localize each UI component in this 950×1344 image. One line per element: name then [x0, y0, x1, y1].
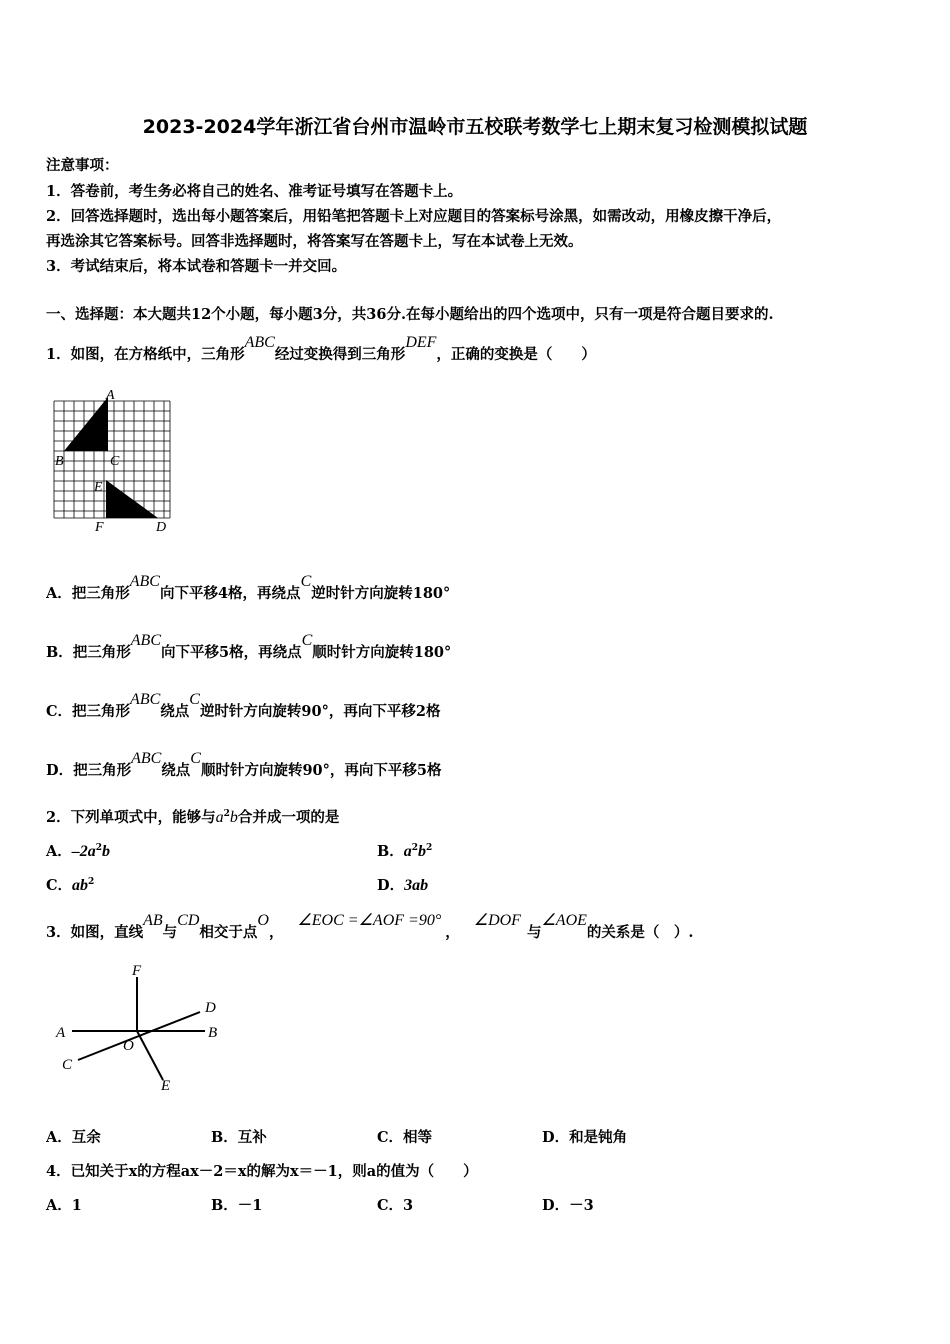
q2-math: a	[215, 809, 224, 826]
q3-math: O	[257, 912, 269, 929]
option-text: 顺时针方向旋转90°，再向下平移5格	[200, 762, 442, 779]
ray-oe	[137, 1031, 163, 1080]
q3-text: 3．如图，直线	[46, 924, 144, 941]
triangle-def	[106, 480, 158, 518]
q3-math: AB	[143, 912, 163, 929]
triangle-abc	[64, 397, 108, 451]
label-f: F	[95, 520, 104, 535]
notice-item-2b: 再选涂其它答案标号。回答非选择题时，将答案写在答题卡上，写在本试卷上无效。	[46, 233, 583, 250]
option-math: C	[301, 632, 313, 649]
q3-option-a[interactable]: A．互余	[46, 1129, 101, 1146]
q1-option-c[interactable]	[46, 691, 441, 721]
q1-option-d[interactable]	[46, 750, 442, 780]
q3-text: ，	[268, 924, 284, 941]
q3-math: CD	[177, 912, 200, 929]
q3-text: 与	[526, 924, 542, 941]
notice-item-2a: 2．回答选择题时，选出每小题答案后，用铅笔把答题卡上对应题目的答案标号涂黑，如需改动，用橡皮擦干净后，	[46, 208, 782, 225]
q1-text: ，正确的变换是（ ）	[436, 346, 596, 363]
q4-option-b[interactable]: B．－1	[211, 1197, 263, 1214]
option-math: –2a	[71, 843, 96, 860]
q3-option-c[interactable]: C．相等	[377, 1129, 433, 1146]
option-text: 绕点	[160, 703, 190, 720]
option-math: 3ab	[404, 877, 429, 894]
option-math: a	[403, 843, 412, 860]
label-b: B	[208, 1025, 218, 1041]
page-title: 2023-2024学年浙江省台州市温岭市五校联考数学七上期末复习检测模拟试题	[142, 116, 808, 138]
q2-option-c[interactable]	[46, 874, 94, 895]
q1-math-abc: ABC	[244, 334, 275, 351]
q3-option-b[interactable]: B．互补	[211, 1129, 267, 1146]
q3-option-d[interactable]: D．和是钝角	[542, 1129, 628, 1146]
option-label: C．	[46, 877, 73, 894]
option-math: C	[189, 691, 200, 708]
q3-text: ，	[445, 924, 460, 941]
label-a: A	[56, 1025, 66, 1041]
q1-option-b[interactable]	[46, 632, 452, 662]
option-text: C．把三角形	[46, 703, 131, 720]
option-math: C	[190, 750, 201, 767]
question-2-stem	[46, 806, 339, 827]
label-e: E	[94, 480, 103, 495]
option-math: b	[102, 843, 111, 860]
option-text: A．把三角形	[46, 585, 130, 602]
notice-heading: 注意事项：	[46, 157, 119, 174]
option-math: ab	[72, 877, 89, 894]
notice-item-1: 1．答卷前，考生务必将自己的姓名、准考证号填写在答题卡上。	[46, 183, 463, 200]
question-1-stem	[46, 334, 596, 364]
q4-option-a[interactable]: A．1	[46, 1197, 82, 1214]
option-math: b	[418, 843, 427, 860]
label-f: F	[132, 963, 142, 979]
label-d: D	[205, 1000, 216, 1016]
option-math: ABC	[129, 573, 160, 590]
option-math: C	[300, 573, 312, 590]
q3-text: 与	[162, 924, 178, 941]
option-text: 逆时针方向旋转90°，再向下平移2格	[199, 703, 441, 720]
q2-text: 合并成一项的是	[237, 809, 340, 826]
q2-exp: 2	[223, 809, 230, 820]
question-3-stem	[46, 912, 694, 942]
q3-text: 的关系是（ ）.	[586, 924, 694, 941]
option-math: ABC	[130, 632, 161, 649]
label-d: D	[156, 520, 167, 535]
label-b: B	[55, 454, 64, 469]
q1-grid-figure	[46, 385, 181, 535]
q3-lines-figure	[50, 962, 230, 1097]
option-math: ABC	[131, 750, 162, 767]
q3-text: 相交于点	[199, 924, 258, 941]
option-text: 绕点	[161, 762, 191, 779]
q1-text: 经过变换得到三角形	[274, 346, 406, 363]
option-label: D．	[377, 877, 405, 894]
question-4-stem: 4．已知关于x的方程ax－2＝x的解为x＝－1，则a的值为（ ）	[46, 1163, 478, 1180]
q4-option-c[interactable]: C．3	[377, 1197, 414, 1214]
q2-option-b[interactable]	[377, 840, 432, 861]
q3-math: ∠DOF	[473, 912, 521, 929]
q3-math: ∠EOC =∠AOF =90°	[297, 912, 442, 929]
q3-math: ∠AOE	[541, 912, 587, 929]
option-exp: 2	[95, 843, 103, 854]
label-c: C	[110, 454, 120, 469]
q2-option-d[interactable]	[377, 874, 428, 895]
label-e: E	[161, 1078, 171, 1094]
q2-option-a[interactable]	[46, 840, 110, 861]
option-math: ABC	[130, 691, 161, 708]
q2-text: 2．下列单项式中，能够与	[46, 809, 216, 826]
option-text: 向下平移4格，再绕点	[159, 585, 301, 602]
option-text: D．把三角形	[46, 762, 132, 779]
section-heading: 一、选择题：本大题共12个小题，每小题3分，共36分.在每小题给出的四个选项中，只有一项是符合题目要求的.	[46, 306, 774, 323]
option-text: 向下平移5格，再绕点	[160, 644, 302, 661]
q1-math-def: DEF	[405, 334, 437, 351]
option-label: B．	[377, 843, 404, 860]
label-o: O	[123, 1038, 134, 1054]
option-exp: 2	[88, 877, 95, 888]
option-text: 逆时针方向旋转180°	[311, 585, 451, 602]
option-text: B．把三角形	[46, 644, 131, 661]
label-c: C	[62, 1057, 73, 1073]
notice-item-3: 3．考试结束后，将本试卷和答题卡一并交回。	[46, 258, 347, 275]
q2-math: b	[229, 809, 238, 826]
option-text: 顺时针方向旋转180°	[312, 644, 452, 661]
option-label: A．	[46, 843, 72, 860]
label-a: A	[106, 388, 115, 403]
q4-option-d[interactable]: D．－3	[542, 1197, 594, 1214]
q1-option-a[interactable]	[46, 573, 451, 603]
q1-text: 1．如图，在方格纸中，三角形	[46, 346, 245, 363]
option-exp: 2	[426, 843, 433, 854]
option-exp: 2	[411, 843, 419, 854]
